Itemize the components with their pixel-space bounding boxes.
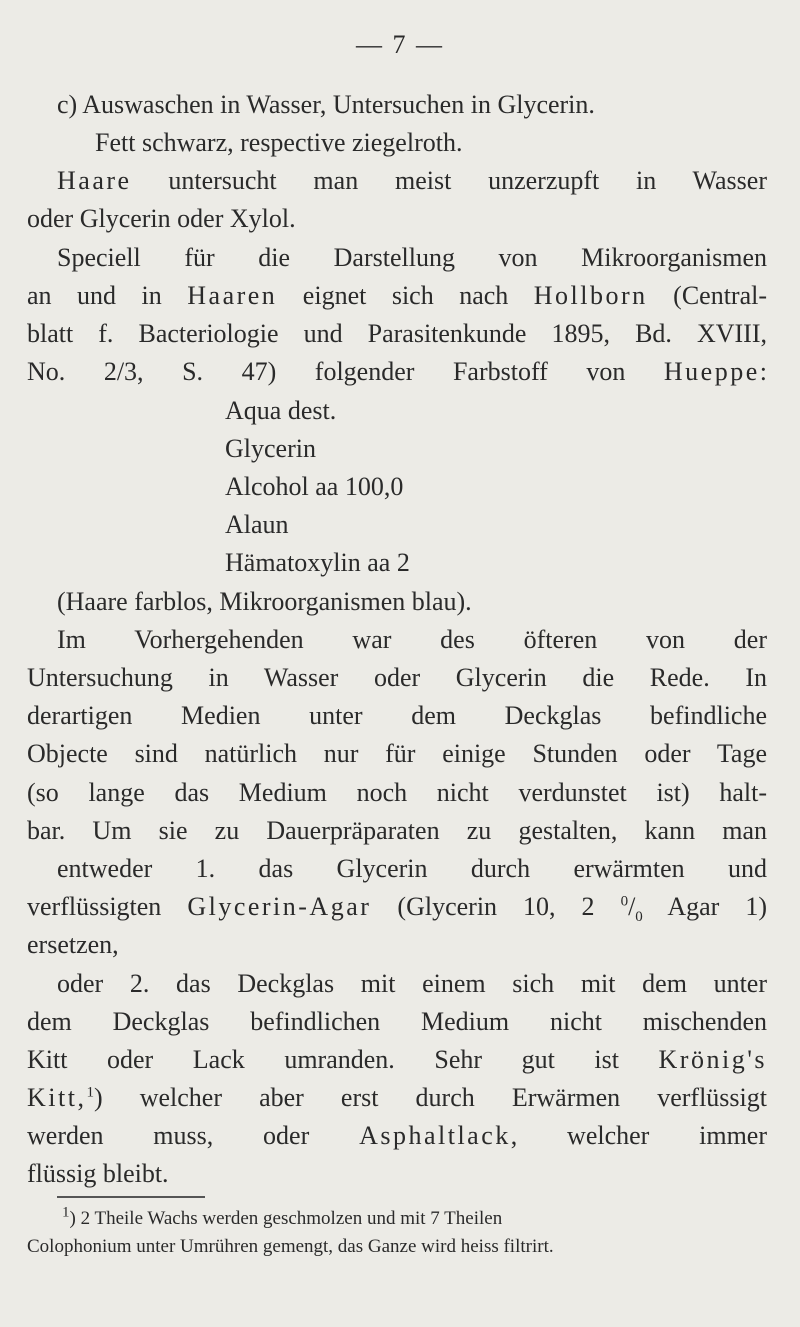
text-line: derartigen Medien unter dem Deckglas befindliche xyxy=(27,701,767,730)
text-line: Fett schwarz, respective ziegelroth. xyxy=(95,128,463,157)
text-line: werden muss, oder Asphaltlack, welcher immer xyxy=(27,1121,767,1150)
text-line: Haare untersucht man meist unzerzupft in Wasser xyxy=(57,166,767,195)
text-line: (Haare farblos, Mikroorganismen blau). xyxy=(57,587,472,616)
footnote-line: $^1$) 2 Theile Wachs werden geschmolzen und mit 7 Theilen xyxy=(62,1204,503,1229)
formula-line: Alcohol aa 100,0 xyxy=(225,472,404,501)
footnote-rule xyxy=(57,1196,205,1198)
text-line: Objecte sind natürlich nur für einige Stunden oder Tage xyxy=(27,739,767,768)
text-line: an und in Haaren eignet sich nach Hollborn (Central- xyxy=(27,281,768,310)
page-number: — 7 — xyxy=(356,30,444,59)
text-line: Kitt oder Lack umranden. Sehr gut ist Krönig's xyxy=(27,1045,767,1074)
formula-line: Glycerin xyxy=(225,434,316,463)
text-line: blatt f. Bacteriologie und Parasitenkunde 1895, Bd. XVIII, xyxy=(27,319,767,348)
text-line: dem Deckglas befindlichen Medium nicht mischenden xyxy=(27,1007,767,1036)
footnote-marker: 1 xyxy=(86,1084,94,1101)
text-line: Untersuchung in Wasser oder Glycerin die Rede. In xyxy=(27,663,767,692)
emphasis-name: Hueppe xyxy=(663,357,760,386)
emphasis-name: Hollborn xyxy=(533,281,648,310)
text-line: Im Vorhergehenden war des öfteren von der xyxy=(57,625,767,654)
formula-line: Aqua dest. xyxy=(225,396,337,425)
text-line: Kitt,$^1$) welcher aber erst durch Erwärmen verflüssigt xyxy=(27,1083,767,1112)
text-line: (so lange das Medium noch nicht verdunstet ist) halt- xyxy=(27,778,767,807)
text-line: oder 2. das Deckglas mit einem sich mit dem unter xyxy=(57,969,767,998)
text-line: verflüssigten Glycerin-Agar (Glycerin 10, 2 $^0/_0$ Agar 1) xyxy=(27,892,767,926)
text-line: oder Glycerin oder Xylol. xyxy=(27,204,296,233)
emphasis-word: Haare xyxy=(57,166,132,195)
emphasis-word: Asphaltlack xyxy=(359,1121,511,1150)
emphasis-word: Kitt, xyxy=(27,1083,87,1112)
text-line: flüssig bleibt. xyxy=(27,1159,169,1188)
emphasis-name: Krönig's xyxy=(658,1045,767,1074)
emphasis-word: Haaren xyxy=(187,281,278,310)
text-line: bar. Um sie zu Dauerpräparaten zu gestalten, kann man xyxy=(27,816,767,845)
formula-line: Alaun xyxy=(225,510,289,539)
emphasis-word: Glycerin-Agar xyxy=(187,892,372,921)
formula-line: Hämatoxylin aa 2 xyxy=(225,548,410,577)
text-line: No. 2/3, S. 47) folgender Farbstoff von Hueppe: xyxy=(27,357,767,386)
text-line: ersetzen, xyxy=(27,930,119,959)
text-line: entweder 1. das Glycerin durch erwärmten und xyxy=(57,854,767,883)
text-line: Speciell für die Darstellung von Mikroorganismen xyxy=(57,243,767,272)
text-line: c) Auswaschen in Wasser, Untersuchen in Glycerin. xyxy=(57,90,595,119)
footnote-line: Colophonium unter Umrühren gemengt, das Ganze wird heiss filtrirt. xyxy=(27,1236,554,1257)
